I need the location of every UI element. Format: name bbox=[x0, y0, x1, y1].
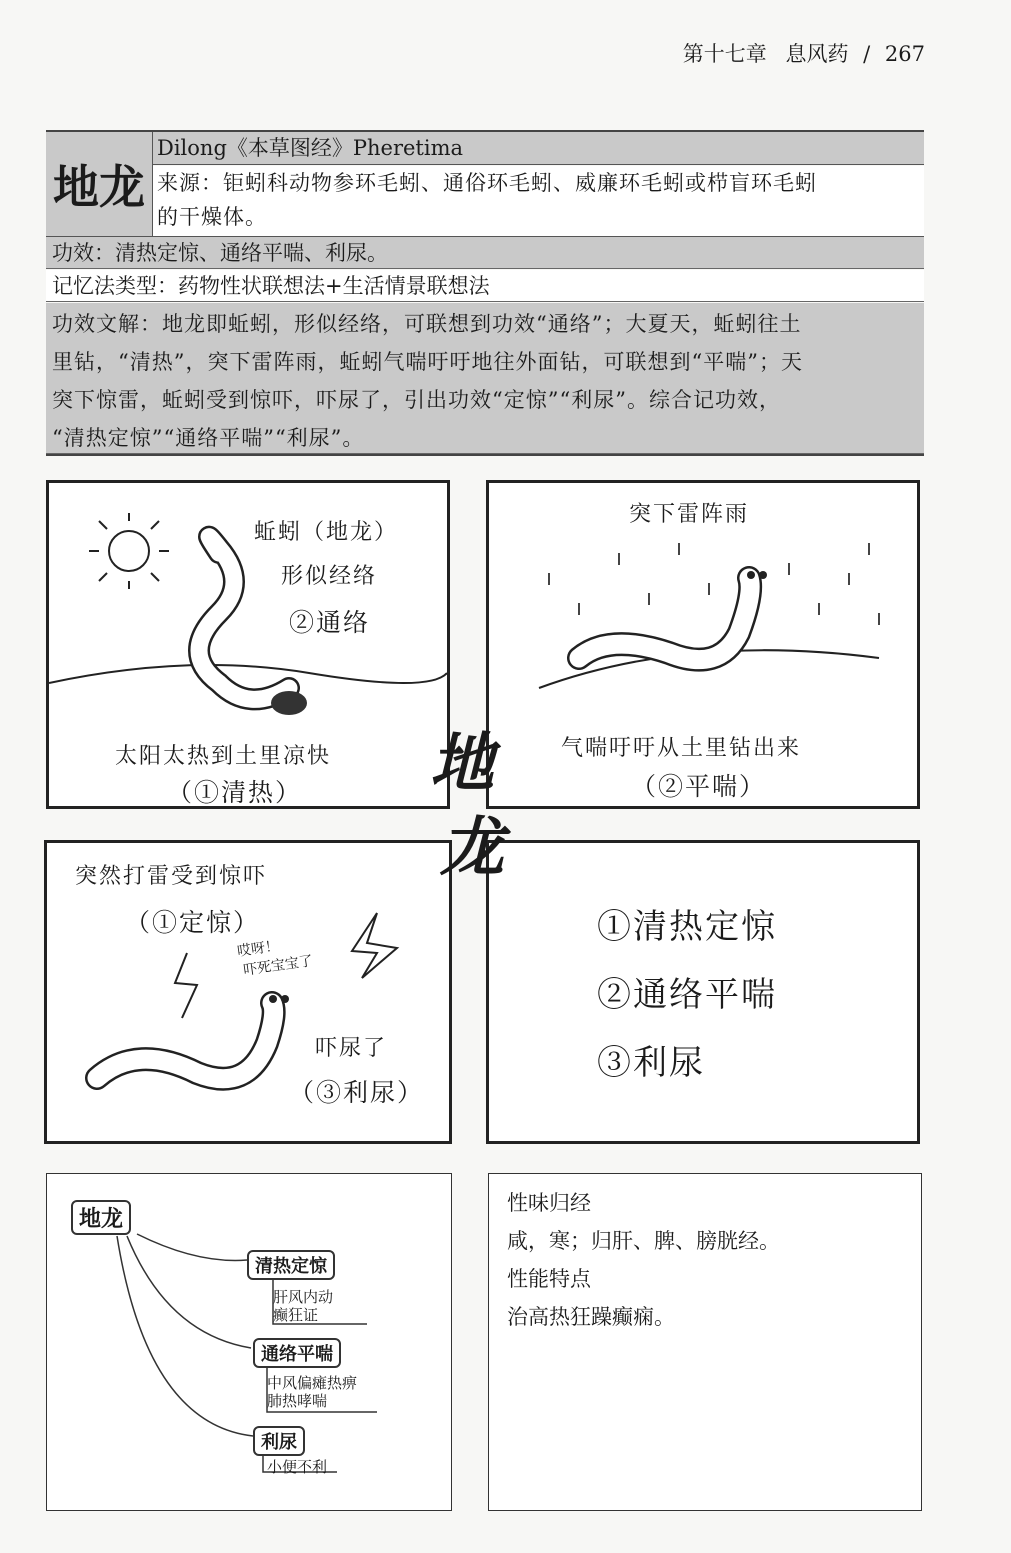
mind-map-branch-2: 通络平喘 bbox=[253, 1338, 341, 1368]
source-text bbox=[153, 166, 924, 236]
center-char-bottom: 龙 bbox=[440, 810, 504, 885]
lightning-icon bbox=[352, 913, 397, 978]
explanation-line: “清热定惊”“通络平喘”“利尿”。 bbox=[52, 426, 365, 450]
header-separator: / bbox=[863, 42, 871, 66]
comic-panel-4 bbox=[486, 840, 920, 1144]
mind-map-leaf: 肝风内动 bbox=[273, 1288, 334, 1306]
explanation-line: 里钻，“清热”，突下雷阵雨，蚯蚓气喘吁吁地往外面钻，可联想到“平喘”；天 bbox=[52, 350, 803, 374]
explanation-line: 功效文解：地龙即蚯蚓，形似经络，可联想到功效“通络”；大夏天，蚯蚓往土 bbox=[52, 312, 802, 336]
summary-line-3: ③利尿 bbox=[597, 1043, 705, 1083]
comic-panel-1 bbox=[46, 480, 450, 809]
panel-1-caption-1: 蚯蚓（地龙） bbox=[254, 520, 399, 545]
sun-rays bbox=[89, 513, 169, 589]
panel-3-caption-2: （①定惊） bbox=[125, 908, 261, 937]
comic-panel-3 bbox=[44, 840, 452, 1144]
ground-line bbox=[49, 665, 447, 683]
page-number: 267 bbox=[884, 42, 925, 66]
summary-line-2: ②通络平喘 bbox=[597, 975, 777, 1015]
panel-3-caption-4: （③利尿） bbox=[289, 1078, 425, 1107]
latin-name: Dilong《本草图经》Pheretima bbox=[153, 132, 924, 165]
panel-2-caption-3: （②平喘） bbox=[631, 772, 767, 801]
explanation-row bbox=[46, 303, 924, 454]
chapter-title: 第十七章 bbox=[682, 42, 767, 66]
source-line: 来源：钜蚓科动物参环毛蚓、通俗环毛蚓、威廉环毛蚓或栉盲环毛蚓 bbox=[157, 171, 817, 195]
center-char-top: 地 bbox=[430, 726, 494, 801]
mind-map-box bbox=[46, 1173, 452, 1511]
properties-value-1: 咸，寒；归肝、脾、膀胱经。 bbox=[507, 1229, 780, 1253]
panel-1-caption-3: ②通络 bbox=[289, 608, 371, 637]
panel-3-caption-3: 吓尿了 bbox=[315, 1036, 388, 1061]
rain-icon bbox=[549, 543, 879, 645]
herb-name: 地龙 bbox=[46, 132, 153, 236]
mind-map-root: 地龙 bbox=[71, 1200, 131, 1235]
memory-type-row: 记忆法类型：药物性状联想法+生活情景联想法 bbox=[46, 270, 924, 302]
herb-info-table bbox=[46, 130, 924, 456]
panel-2-caption-2: 气喘吁吁从土里钻出来 bbox=[561, 736, 802, 761]
mind-map-leaf: 肺热哮喘 bbox=[267, 1392, 328, 1410]
section-title: 息风药 bbox=[785, 42, 849, 66]
explanation-line: 突下惊雷，蚯蚓受到惊吓，吓尿了，引出功效“定惊”“利尿”。综合记功效， bbox=[52, 388, 781, 412]
speech-bubble-2: 吓死宝宝了 bbox=[242, 953, 314, 979]
properties-box bbox=[488, 1173, 922, 1511]
mind-map-leaf: 小便不利 bbox=[267, 1458, 328, 1476]
properties-value-2: 治高热狂躁癫痫。 bbox=[507, 1305, 675, 1329]
hole-icon bbox=[271, 691, 307, 715]
mind-map-branch-1: 清热定惊 bbox=[247, 1250, 335, 1280]
properties-heading-2: 性能特点 bbox=[507, 1267, 591, 1291]
panel-2-caption-1: 突下雷阵雨 bbox=[629, 502, 750, 527]
lightning-icon bbox=[175, 953, 197, 1018]
sun-icon bbox=[109, 531, 149, 571]
page-header bbox=[0, 38, 925, 68]
panel-1-caption-4: 太阳太热到土里凉快 bbox=[115, 744, 332, 769]
efficacy-row: 功效：清热定惊、通络平喘、利尿。 bbox=[46, 236, 924, 269]
mind-map-leaf: 中风偏瘫热痹 bbox=[267, 1374, 358, 1392]
source-line: 的干燥体。 bbox=[157, 205, 267, 229]
panel-1-caption-2: 形似经络 bbox=[281, 564, 378, 589]
properties-heading-1: 性味归经 bbox=[507, 1191, 591, 1215]
comic-panel-2 bbox=[486, 480, 920, 809]
panel-3-caption-1: 突然打雷受到惊吓 bbox=[75, 864, 268, 889]
mind-map-branch-3: 利尿 bbox=[253, 1426, 305, 1456]
speech-bubble-1: 哎呀！ bbox=[236, 938, 281, 960]
summary-line-1: ①清热定惊 bbox=[597, 907, 777, 947]
mind-map-leaf: 癫狂证 bbox=[273, 1306, 319, 1324]
panel-1-caption-5: （①清热） bbox=[167, 778, 303, 807]
